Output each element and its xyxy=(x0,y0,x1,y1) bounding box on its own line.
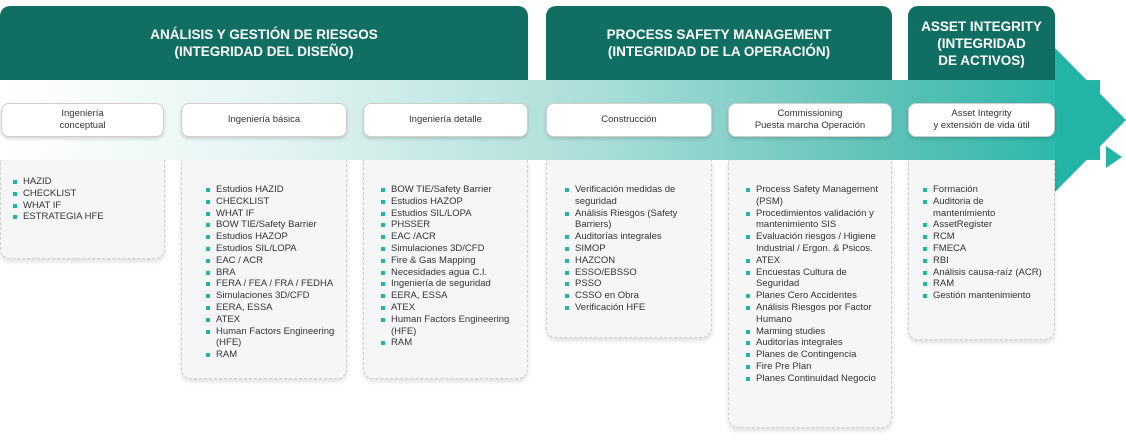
list-item: ATEX xyxy=(381,302,521,314)
list-item: ATEX xyxy=(746,255,885,267)
list-item: Análisis Riesgos (Safety Barriers) xyxy=(565,208,705,232)
list-item: WHAT IF xyxy=(13,200,156,212)
list-item: ATEX xyxy=(206,314,338,326)
phase-label: Construcción xyxy=(601,114,657,125)
list-item: CHECKLIST xyxy=(13,188,156,200)
list-item: Formación xyxy=(923,184,1048,196)
phase-detail-engineering xyxy=(363,103,528,137)
header-line: DE ACTIVOS) xyxy=(938,52,1025,68)
phase-label: conceptual xyxy=(59,120,106,131)
list-item: Planes de Contingencia xyxy=(746,349,885,361)
list-item: EAC /ACR xyxy=(381,231,521,243)
list-item: Análisis Riesgos por Factor Humano xyxy=(746,302,885,326)
list-item: AssetRegister xyxy=(923,219,1048,231)
list-item: RAM xyxy=(923,278,1048,290)
list-item: WHAT IF xyxy=(206,208,338,220)
list-item: BOW TIE/Safety Barrier xyxy=(206,219,338,231)
phase-construction xyxy=(546,103,712,137)
list-item: RAM xyxy=(206,349,338,361)
list-item: CHECKLIST xyxy=(206,196,338,208)
list-item: Human Factors Engineering (HFE) xyxy=(206,326,338,350)
phase-label: Ingeniería xyxy=(61,108,104,119)
item-list xyxy=(13,176,156,223)
list-item: FERA / FEA / FRA / FEDHA xyxy=(206,278,338,290)
list-item: Auditorías integrales xyxy=(565,231,705,243)
phase-label: Commissioning xyxy=(777,108,843,119)
header-line: PROCESS SAFETY MANAGEMENT xyxy=(606,27,832,42)
card-commissioning xyxy=(728,160,892,428)
list-item: CSSO en Obra xyxy=(565,290,705,302)
arrow-head xyxy=(1055,48,1126,192)
header-line: (INTEGRIDAD DEL DISEÑO) xyxy=(174,44,354,59)
list-item: Gestión mantenimiento xyxy=(923,290,1048,302)
list-item: Planes Continuidad Negocio xyxy=(746,373,885,385)
list-item: BRA xyxy=(206,267,338,279)
item-list xyxy=(923,184,1048,302)
card-construction xyxy=(546,160,712,338)
header-line: (INTEGRIDAD DE LA OPERACIÓN) xyxy=(607,44,831,59)
header-line: ASSET INTEGRITY xyxy=(921,18,1042,34)
header-line: ANÁLISIS Y GESTIÓN DE RIESGOS xyxy=(150,27,378,42)
list-item: SIMOP xyxy=(565,243,705,255)
list-item: Simulaciones 3D/CFD xyxy=(206,290,338,302)
list-item: RCM xyxy=(923,231,1048,243)
list-item: Human Factors Engineering (HFE) xyxy=(381,314,521,338)
phase-asset-integrity xyxy=(908,103,1055,137)
list-item: Ingeniería de seguridad xyxy=(381,278,521,290)
list-item: EERA, ESSA xyxy=(381,290,521,302)
list-item: Simulaciones 3D/CFD xyxy=(381,243,521,255)
list-item: BOW TIE/Safety Barrier xyxy=(381,184,521,196)
header-line: (INTEGRIDAD xyxy=(937,35,1026,51)
list-item: ESSO/EBSSO xyxy=(565,267,705,279)
list-item: Estudios SIL/LOPA xyxy=(381,208,521,220)
arrow-small-triangle xyxy=(1106,146,1122,168)
item-list xyxy=(381,184,521,349)
list-item: Process Safety Management (PSM) xyxy=(746,184,885,208)
card-detail-engineering xyxy=(363,160,528,379)
list-item: Estudios HAZOP xyxy=(206,231,338,243)
list-item: Estudios HAZOP xyxy=(381,196,521,208)
list-item: RBI xyxy=(923,255,1048,267)
list-item: Manning studies xyxy=(746,326,885,338)
list-item: Estudios SIL/LOPA xyxy=(206,243,338,255)
list-item: FMECA xyxy=(923,243,1048,255)
phase-label: y extensión de vida útil xyxy=(933,120,1030,131)
card-asset-integrity xyxy=(908,160,1055,340)
list-item: Fire & Gas Mapping xyxy=(381,255,521,267)
phase-commissioning xyxy=(728,103,892,137)
list-item: HAZCON xyxy=(565,255,705,267)
phase-label: Asset Integrity xyxy=(951,108,1012,119)
list-item: EERA, ESSA xyxy=(206,302,338,314)
list-item: Estudios HAZID xyxy=(206,184,338,196)
item-list xyxy=(746,184,885,385)
list-item: HAZID xyxy=(13,176,156,188)
card-conceptual-engineering xyxy=(0,160,165,259)
list-item: RAM xyxy=(381,337,521,349)
item-list xyxy=(565,184,705,314)
list-item: Fire Pre Plan xyxy=(746,361,885,373)
list-item: Planes Cero Accidentes xyxy=(746,290,885,302)
phase-label: Ingeniería detalle xyxy=(409,114,482,125)
phase-label: Puesta marcha Operación xyxy=(754,120,866,131)
list-item: Procedimientos validación y mantenimiento SIS xyxy=(746,208,885,232)
list-item: Auditorías integrales xyxy=(746,337,885,349)
list-item: Encuestas Cultura de Seguridad xyxy=(746,267,885,291)
list-item: Auditoria de mantenimiento xyxy=(923,196,1048,220)
phase-basic-engineering xyxy=(181,103,347,137)
list-item: Verificación HFE xyxy=(565,302,705,314)
phase-conceptual-engineering xyxy=(1,103,164,137)
list-item: Análisis causa-raíz (ACR) xyxy=(923,267,1048,279)
card-basic-engineering xyxy=(181,160,347,379)
list-item: EAC / ACR xyxy=(206,255,338,267)
list-item: Necesidades agua C.I. xyxy=(381,267,521,279)
list-item: Evaluación riesgos / Higiene Industrial / Ergon. & Psicos. xyxy=(746,231,885,255)
item-list xyxy=(206,184,338,361)
list-item: PHSSER xyxy=(381,219,521,231)
list-item: Verificación medidas de seguridad xyxy=(565,184,705,208)
list-item: PSSO xyxy=(565,278,705,290)
phase-label: Ingeniería básica xyxy=(227,114,301,125)
list-item: ESTRATEGIA HFE xyxy=(13,211,156,223)
